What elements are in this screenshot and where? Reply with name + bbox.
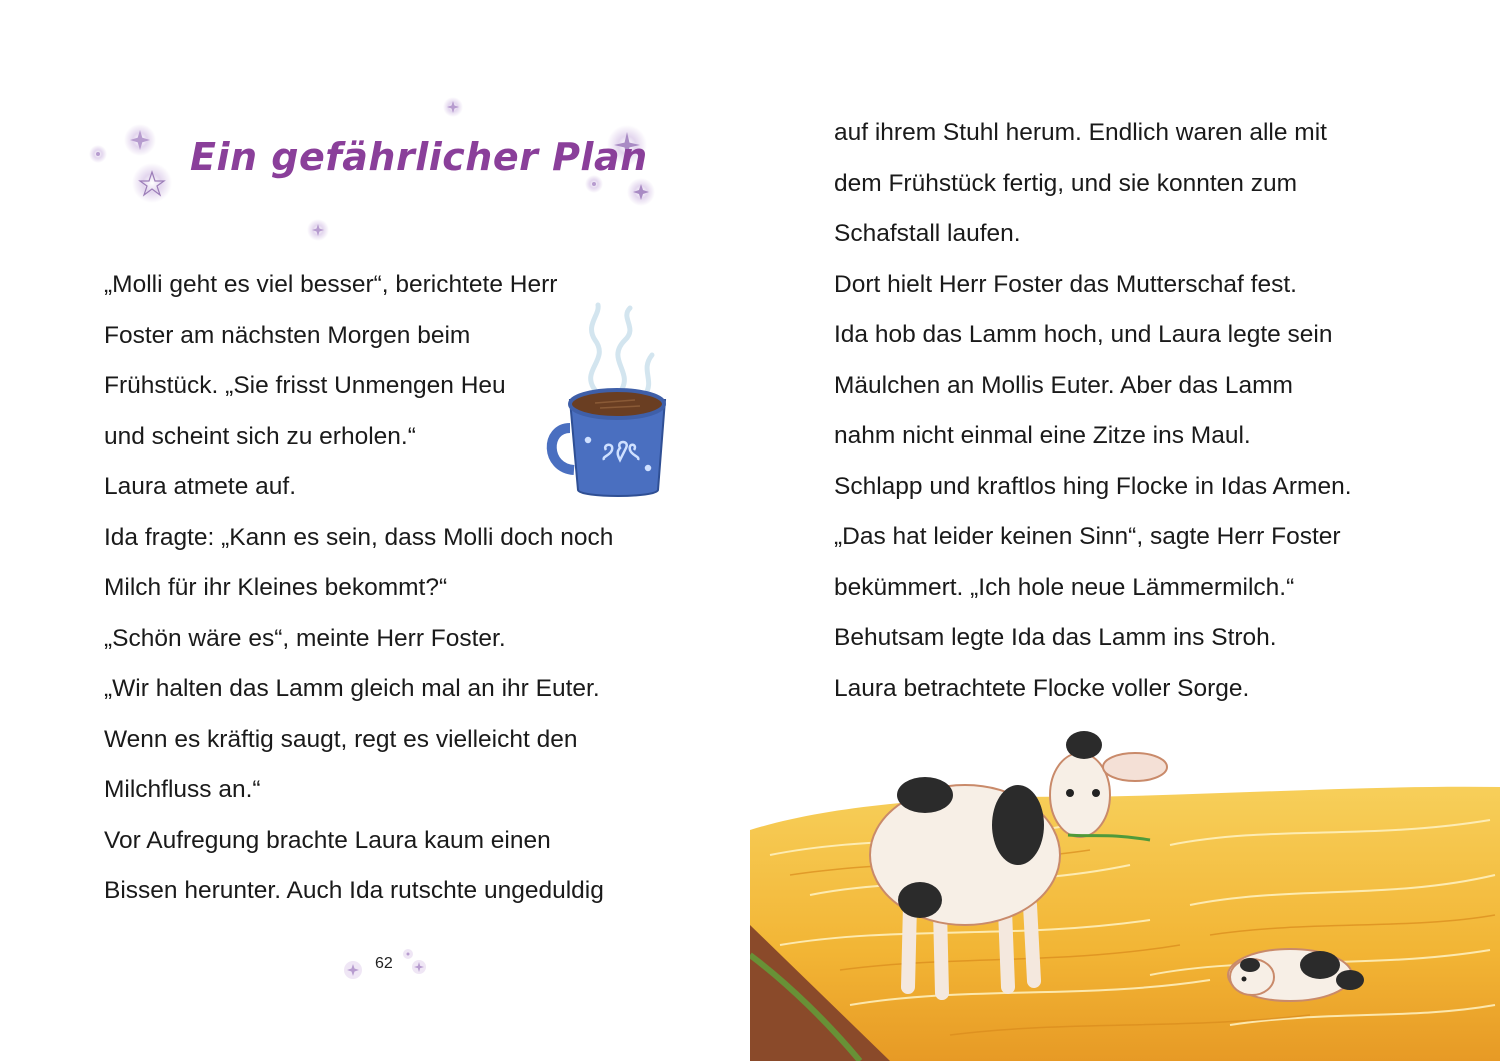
text-line: Behutsam legte Ida das Lamm ins Stroh. [834, 624, 1277, 651]
sparkle-icon [89, 145, 107, 163]
text-line: Wenn es kräftig saugt, regt es vielleicht den [104, 725, 578, 753]
text-line: nahm nicht einmal eine Zitze ins Maul. [834, 422, 1251, 449]
title-sparkles [0, 0, 700, 260]
text-line: Milchfluss an.“ [104, 776, 261, 803]
text-line: Mäulchen an Mollis Euter. Aber das Lamm [834, 371, 1293, 399]
sparkle-icon [307, 219, 329, 241]
sparkle-icon [627, 178, 655, 206]
sparkle-icon [412, 960, 426, 974]
text-line: Dort hielt Herr Foster das Mutterschaf fest. [834, 270, 1297, 298]
sparkle-icon [344, 961, 362, 979]
text-line: auf ihrem Stuhl herum. Endlich waren alle mit [834, 119, 1327, 146]
text-line: Ida hob das Lamm hoch, und Laura legte sein [834, 321, 1333, 348]
sheep-in-straw-illustration [750, 725, 1500, 1061]
text-line: Laura betrachtete Flocke voller Sorge. [834, 674, 1250, 702]
text-line: Schlapp und kraftlos hing Flocke in Idas Armen. [834, 472, 1352, 500]
text-line: Bissen herunter. Auch Ida rutschte ungeduldig [104, 877, 604, 904]
text-line: und scheint sich zu erholen.“ [104, 422, 416, 450]
text-line: Ida fragte: „Kann es sein, dass Molli doch noch [104, 523, 614, 551]
sparkle-icon [124, 124, 156, 156]
text-line: „Molli geht es viel besser“, berichtete Herr [104, 271, 558, 298]
text-line: „Das hat leider keinen Sinn“, sagte Herr Foster [834, 523, 1341, 550]
sparkle-icon [403, 949, 413, 959]
sparkle-icon [443, 97, 463, 117]
text-line: Foster am nächsten Morgen beim [104, 321, 471, 349]
page-number: 62 [375, 955, 393, 972]
text-line: „Schön wäre es“, meinte Herr Foster. [104, 624, 506, 652]
text-line: Vor Aufregung brachte Laura kaum einen [104, 826, 551, 854]
mug-illustration [540, 300, 680, 510]
text-line: bekümmert. „Ich hole neue Lämmermilch.“ [834, 573, 1295, 601]
text-line: dem Frühstück fertig, und sie konnten zum [834, 169, 1297, 197]
sparkle-icon [132, 163, 172, 203]
chapter-title: Ein gefährlicher Plan [190, 135, 648, 179]
text-line: Milch für ihr Kleines bekommt?“ [104, 574, 448, 601]
right-page-text [834, 108, 1454, 714]
text-line: „Wir halten das Lamm gleich mal an ihr Euter. [104, 675, 600, 702]
text-line: Laura atmete auf. [104, 473, 297, 500]
text-line: Schafstall laufen. [834, 220, 1021, 247]
text-line: Frühstück. „Sie frisst Unmengen Heu [104, 372, 506, 399]
